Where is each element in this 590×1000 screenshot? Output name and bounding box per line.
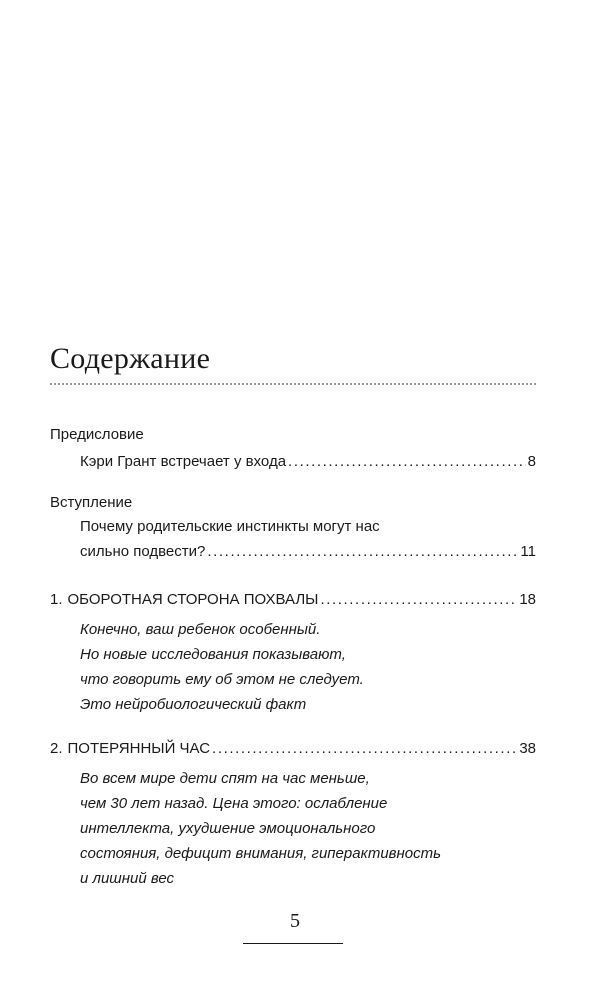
chapter-number: 2. <box>50 740 63 757</box>
chapter-number: 1. <box>50 591 63 608</box>
chapter-page: 38 <box>519 740 536 757</box>
description-line: Это нейробиологический факт <box>80 696 307 713</box>
foreword-heading: Предисловие <box>50 426 144 443</box>
chapter-1-description <box>80 617 364 717</box>
intro-heading: Вступление <box>50 494 133 511</box>
toc-entry-chapter-2 <box>50 740 536 757</box>
dot-leader <box>207 543 518 560</box>
toc-entry-intro-line1: Почему родительские инстинкты могут нас <box>80 518 380 535</box>
chapter-2-description <box>80 766 441 891</box>
description-line: и лишний вес <box>80 870 175 887</box>
chapter-title: ОБОРОТНАЯ СТОРОНА ПОХВАЛЫ <box>67 591 319 608</box>
chapter-title: ПОТЕРЯННЫЙ ЧАС <box>67 740 211 757</box>
description-line: состояния, дефицит внимания, гиперактивность <box>80 845 441 862</box>
toc-entry-page: 11 <box>520 543 536 560</box>
folio-rule <box>243 943 343 944</box>
toc-entry-page: 8 <box>527 453 536 470</box>
toc-entry-chapter-1 <box>50 591 536 608</box>
toc-entry-label: сильно подвести? <box>80 543 206 560</box>
page-title: Содержание <box>50 342 211 375</box>
description-line: интеллекта, ухудшение эмоционального <box>80 820 376 837</box>
description-line: Во всем мире дети спят на час меньше, <box>80 770 370 787</box>
description-line: Конечно, ваш ребенок особенный. <box>80 621 321 638</box>
dot-leader <box>212 740 517 757</box>
description-line: что говорить ему об этом не следует. <box>80 671 364 688</box>
page-number: 5 <box>290 910 300 932</box>
toc-entry-foreword <box>80 453 536 470</box>
toc-entry-label: Кэри Грант встречает у входа <box>80 453 287 470</box>
dot-leader <box>320 591 517 608</box>
chapter-page: 18 <box>519 591 536 608</box>
description-line: Но новые исследования показывают, <box>80 646 346 663</box>
toc-entry-intro <box>80 543 536 560</box>
description-line: чем 30 лет назад. Цена этого: ослабление <box>80 795 388 812</box>
dot-leader <box>288 453 526 470</box>
title-dotted-rule <box>50 383 536 385</box>
